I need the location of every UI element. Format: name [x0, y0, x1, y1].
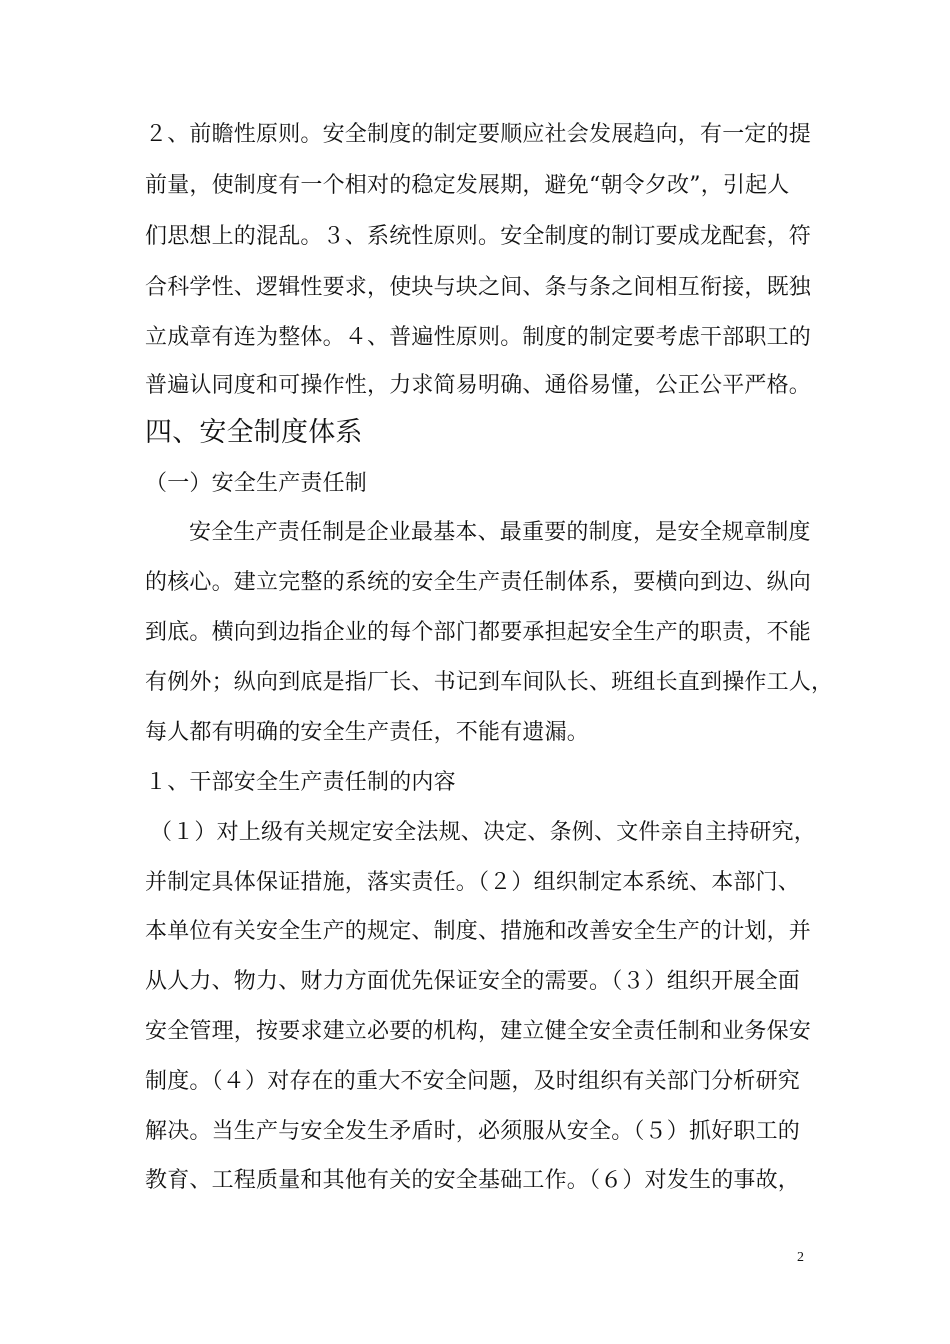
body-text-line: 普遍认同度和可操作性，力求简易明确、通俗易懂，公正公平严格。 — [145, 373, 812, 398]
body-text-line: 并制定具体保证措施，落实责任。（２）组织制定本系统、本部门、 — [145, 870, 801, 895]
body-text-line: 立成章有连为整体。４、普遍性原则。制度的制定要考虑干部职工的 — [145, 325, 812, 350]
body-text-line: 从人力、物力、财力方面优先保证安全的需要。（３）组织开展全面 — [145, 969, 801, 994]
subsection-heading: （一）安全生产责任制 — [145, 471, 368, 496]
body-text-line: 前量，使制度有一个相对的稳定发展期，避免“朝令夕改”，引起人 — [145, 173, 790, 198]
body-text-line: 本单位有关安全生产的规定、制度、措施和改善安全生产的计划，并 — [145, 919, 812, 944]
body-text-line: 们思想上的混乱。３、系统性原则。安全制度的制订要成龙配套，符 — [145, 224, 812, 249]
body-text-line: ２、前瞻性原则。安全制度的制定要顺应社会发展趋向，有一定的提 — [145, 122, 812, 147]
body-text-line: 有例外；纵向到底是指厂长、书记到车间队长、班组长直到操作工人， — [145, 670, 834, 695]
body-text-line: 的核心。建立完整的系统的安全生产责任制体系，要横向到边、纵向 — [145, 570, 812, 595]
section-heading: 四、安全制度体系 — [145, 417, 363, 448]
body-text-line: 解决。当生产与安全发生矛盾时，必须服从安全。（５）抓好职工的 — [145, 1119, 801, 1144]
body-text-line: 合科学性、逻辑性要求，使块与块之间、条与条之间相互衔接，既独 — [145, 275, 812, 300]
body-text-line: 安全生产责任制是企业最基本、最重要的制度，是安全规章制度 — [189, 520, 811, 545]
body-text-line: （１）对上级有关规定安全法规、决定、条例、文件亲自主持研究， — [150, 820, 817, 845]
body-text-line: 每人都有明确的安全生产责任，不能有遗漏。 — [145, 720, 590, 745]
body-text-line: 安全管理，按要求建立必要的机构，建立健全安全责任制和业务保安 — [145, 1019, 812, 1044]
item-heading: １、干部安全生产责任制的内容 — [145, 770, 456, 795]
body-text-line: 教育、工程质量和其他有关的安全基础工作。（６）对发生的事故， — [145, 1168, 801, 1193]
body-text-line: 制度。（４）对存在的重大不安全问题，及时组织有关部门分析研究 — [145, 1069, 801, 1094]
page-number: 2 — [797, 1250, 804, 1265]
body-text-line: 到底。横向到边指企业的每个部门都要承担起安全生产的职责，不能 — [145, 620, 812, 645]
